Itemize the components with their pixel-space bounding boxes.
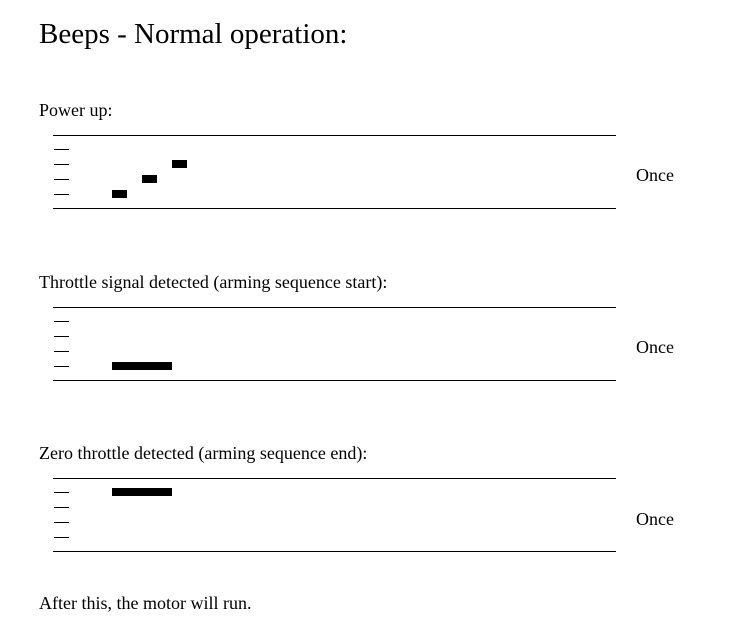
repeat-label-power-up: Once [636, 165, 674, 185]
staff-bottom-line [53, 551, 616, 552]
footer-note: After this, the motor will run. [39, 593, 252, 613]
tone-level-tick [54, 321, 69, 322]
tone-level-tick [54, 336, 69, 337]
beep-bar [112, 190, 127, 198]
staff-top-line [53, 307, 616, 308]
beep-bar [142, 175, 157, 183]
beep-bar [112, 488, 172, 496]
repeat-label-throttle-detected: Once [636, 337, 674, 357]
beep-diagram-throttle-detected [53, 307, 616, 382]
section-label-power-up: Power up: [39, 100, 113, 120]
beep-diagram-power-up [53, 135, 616, 210]
beep-bar [172, 160, 187, 168]
section-label-throttle-detected: Throttle signal detected (arming sequence start): [39, 272, 388, 292]
repeat-label-zero-throttle: Once [636, 509, 674, 529]
page-title: Beeps - Normal operation: [39, 18, 348, 50]
tone-level-tick [54, 507, 69, 508]
tone-level-tick [54, 366, 69, 367]
tone-level-tick [54, 164, 69, 165]
tone-level-tick [54, 492, 69, 493]
beep-diagram-zero-throttle [53, 478, 616, 553]
tone-level-tick [54, 149, 69, 150]
staff-bottom-line [53, 208, 616, 209]
staff-bottom-line [53, 380, 616, 381]
tone-level-tick [54, 522, 69, 523]
section-label-zero-throttle: Zero throttle detected (arming sequence end): [39, 443, 368, 463]
staff-top-line [53, 135, 616, 136]
staff-top-line [53, 478, 616, 479]
tone-level-tick [54, 351, 69, 352]
beep-bar [112, 362, 172, 370]
tone-level-tick [54, 194, 69, 195]
tone-level-tick [54, 537, 69, 538]
tone-level-tick [54, 179, 69, 180]
